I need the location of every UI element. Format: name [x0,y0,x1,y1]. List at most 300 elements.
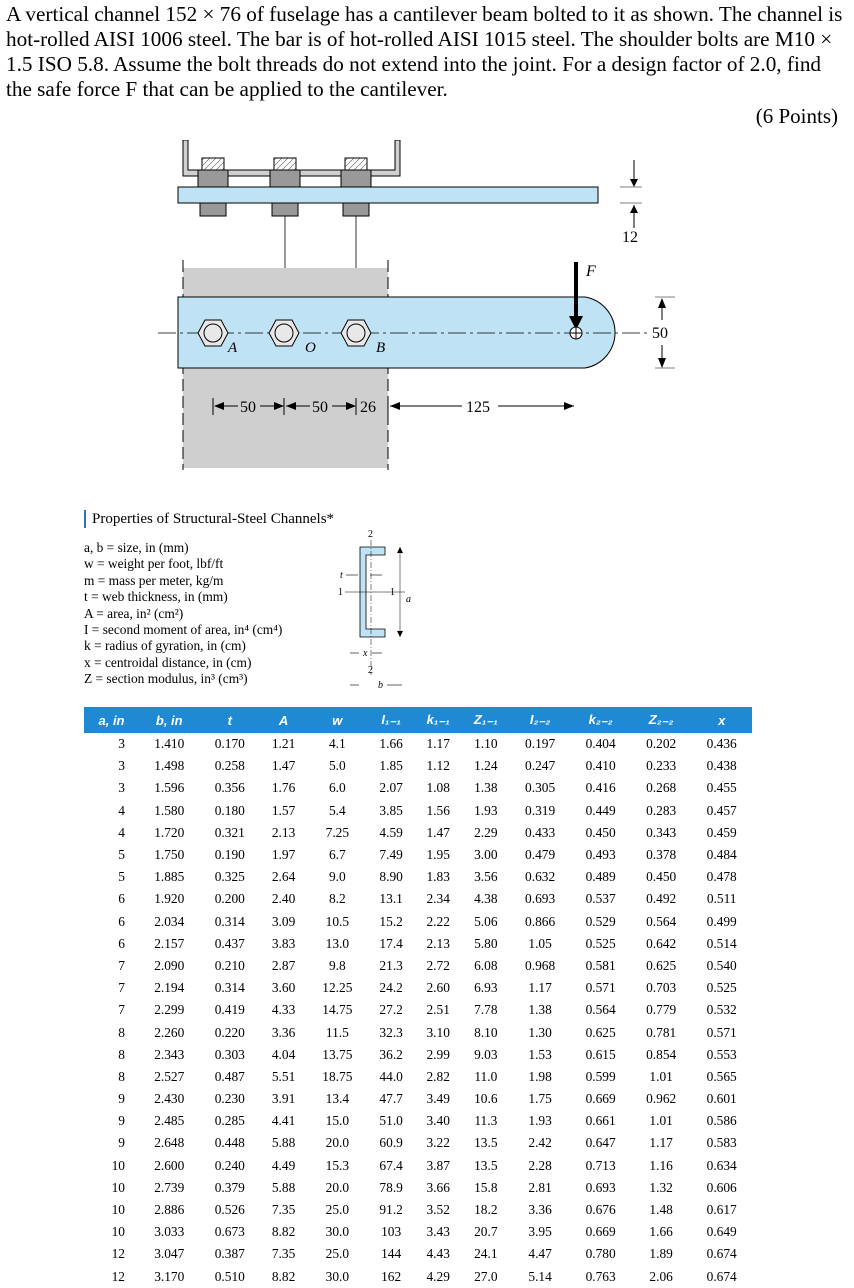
table-cell: 0.457 [706,802,737,818]
table-cell: 0.436 [706,736,737,752]
table-cell: 1.498 [154,758,185,774]
table-cell: 21.3 [379,957,403,973]
table-cell: 0.526 [214,1202,245,1218]
table-header-row [84,707,752,733]
table-cell: 2.72 [426,957,450,973]
table-cell: 0.450 [585,824,616,840]
table-cell: 8 [118,1024,125,1040]
table-cell: 30.0 [325,1268,350,1284]
table-cell: 2.81 [528,1179,552,1195]
table-cell: 0.647 [585,1135,616,1151]
table-cell: 3.00 [474,847,498,863]
table-cell: 14.75 [322,1002,353,1018]
table-cell: 0.606 [706,1179,737,1195]
legend-line: k = radius of gyration, in (cm) [84,638,246,654]
table-cell: 0.564 [585,1002,616,1018]
table-cell: 0.200 [214,891,245,907]
table-cell: 0.642 [646,935,677,951]
table-cell: 4.04 [271,1046,296,1062]
table-cell: 15.0 [325,1113,350,1129]
table-cell: 3 [118,736,125,752]
legend-line: t = web thickness, in (mm) [84,589,228,605]
table-cell: 7.49 [379,847,403,863]
table-cell: 0.416 [585,780,616,796]
table-cell: 1.83 [426,869,450,885]
table-cell: 0.962 [646,1091,677,1107]
dim-ao-label: 50 [240,399,256,416]
table-cell: 1.38 [474,780,498,796]
table-cell: 36.2 [379,1046,403,1062]
table-cell: 1.93 [474,802,498,818]
table-cell: 10 [111,1202,125,1218]
table-cell: 1.53 [528,1046,552,1062]
table-cell: 1.48 [649,1202,673,1218]
table-cell: 7.25 [325,824,350,840]
table-cell: 0.356 [214,780,245,796]
table-cell: 0.404 [585,736,616,752]
table-cell: 1.410 [154,736,185,752]
legend-line: a, b = size, in (mm) [84,540,189,555]
table-cell: 1.16 [649,1157,673,1173]
table-cell: 1.17 [649,1135,673,1151]
table-cell: 3.033 [154,1224,185,1240]
table-cell: 0.581 [585,957,616,973]
table-cell: 0.565 [706,1068,737,1084]
table-row [84,1066,752,1088]
table-cell: 2.648 [154,1135,185,1151]
table-cell: 78.9 [379,1179,403,1195]
column-header: k₁₋₁ [415,707,462,733]
table-cell: 0.478 [706,869,737,885]
table-cell: 0.713 [585,1157,616,1173]
table-cell: 2.60 [426,980,450,996]
table-cell: 7.35 [271,1202,296,1218]
table-cell: 8 [118,1068,125,1084]
table-cell: 0.532 [706,1002,737,1018]
table-cell: 0.230 [214,1091,245,1107]
table-cell: 0.247 [525,758,556,774]
table-cell: 103 [381,1224,402,1240]
table-row [84,1266,752,1288]
table-cell: 1.17 [528,980,552,996]
table-cell: 2.07 [379,780,403,796]
table-cell: 0.625 [585,1024,616,1040]
table-cell: 91.2 [379,1202,403,1218]
table-cell: 2.886 [154,1202,185,1218]
table-cell: 1.01 [649,1068,673,1084]
table-cell: 30.0 [325,1224,350,1240]
table-cell: 1.30 [528,1024,552,1040]
legend-line: Z = section modulus, in³ (cm³) [84,671,248,687]
table-cell: 0.449 [585,802,616,818]
table-cell: 5.06 [474,913,498,929]
bolt-a-label: A [228,340,238,356]
properties-title: Properties of Structural-Steel Channels* [84,510,334,528]
table-cell: 24.2 [379,980,403,996]
table-cell: 0.314 [214,980,245,996]
table-cell: 15.3 [325,1157,350,1173]
table-cell: 1.66 [649,1224,673,1240]
table-cell: 0.410 [585,758,616,774]
legend-line: A = area, in² (cm²) [84,605,184,621]
table-cell: 0.484 [706,847,737,863]
table-cell: 17.4 [379,935,403,951]
table-cell: 7 [118,1002,125,1018]
table-cell: 4 [118,824,125,840]
table-cell: 0.493 [585,847,616,863]
table-cell: 2.28 [528,1157,552,1173]
table-cell: 3.95 [528,1224,552,1240]
table-cell: 20.7 [474,1224,498,1240]
table-cell: 1.66 [379,736,403,752]
table-cell: 3.40 [426,1113,450,1129]
table-cell: 0.448 [214,1135,245,1151]
icon-b-label: b [378,680,383,691]
table-cell: 6.93 [474,980,498,996]
table-row [84,800,752,822]
table-cell: 2.527 [154,1068,185,1084]
table-cell: 2.82 [426,1068,450,1084]
table-cell: 0.511 [706,891,737,907]
table-cell: 5 [118,869,125,885]
table-cell: 1.57 [271,802,296,818]
table-cell: 1.98 [528,1068,552,1084]
channel-properties-table [84,707,752,1288]
properties-legend [84,540,282,688]
table-cell: 10.5 [325,913,350,929]
legend-line: m = mass per meter, kg/m [84,572,224,588]
table-cell: 12.25 [322,980,353,996]
table-cell: 2.260 [154,1024,185,1040]
table-cell: 4.38 [474,891,498,907]
table-cell: 3.36 [528,1202,552,1218]
bolt-b [341,320,371,346]
table-cell: 2.64 [271,869,296,885]
table-cell: 1.93 [528,1113,552,1129]
table-cell: 0.854 [646,1046,677,1062]
table-cell: 3.43 [426,1224,450,1240]
table-cell: 13.0 [325,935,350,951]
table-row [84,933,752,955]
table-cell: 3 [118,780,125,796]
table-row [84,755,752,777]
table-cell: 6.08 [474,957,498,973]
table-cell: 4 [118,802,125,818]
legend-line: I = second moment of area, in⁴ (cm⁴) [84,622,283,638]
channel-top-view [178,140,598,270]
table-cell: 0.303 [214,1046,245,1062]
table-cell: 7 [118,957,125,973]
table-cell: 2.29 [474,824,498,840]
table-cell: 2.40 [271,891,296,907]
bolt-o-label: O [305,340,316,356]
column-header: b, in [139,707,200,733]
table-cell: 0.433 [525,824,556,840]
table-cell: 3.170 [154,1268,185,1284]
table-cell: 0.514 [706,935,737,951]
table-cell: 5.51 [271,1068,296,1084]
table-cell: 3.87 [426,1157,450,1173]
table-cell: 0.459 [706,824,737,840]
table-cell: 1.32 [649,1179,673,1195]
table-cell: 11.5 [325,1024,349,1040]
table-cell: 8.90 [379,869,403,885]
table-cell: 0.492 [646,891,677,907]
table-cell: 2.299 [154,1002,185,1018]
table-cell: 1.47 [271,758,296,774]
table-cell: 3.10 [426,1024,450,1040]
table-cell: 1.95 [426,847,450,863]
table-cell: 8.82 [271,1224,296,1240]
table-row [84,1155,752,1177]
table-cell: 0.586 [706,1113,737,1129]
cantilever-figure [150,140,690,480]
icon-x-label: x [363,648,368,659]
table-cell: 51.0 [379,1113,403,1129]
table-cell: 18.75 [322,1068,353,1084]
table-cell: 5.0 [328,758,346,774]
table-cell: 7.35 [271,1246,296,1262]
table-cell: 2.485 [154,1113,185,1129]
table-cell: 0.170 [214,736,245,752]
table-cell: 3.60 [271,980,296,996]
table-cell: 0.258 [214,758,245,774]
table-cell: 1.97 [271,847,296,863]
table-cell: 0.669 [585,1224,616,1240]
icon-axis-1-right: 1 [390,587,395,598]
table-cell: 4.41 [271,1113,296,1129]
table-cell: 1.47 [426,824,450,840]
table-cell: 2.343 [154,1046,185,1062]
table-cell: 0.693 [585,1179,616,1195]
table-cell: 0.314 [214,913,245,929]
table-cell: 3.83 [271,935,296,951]
table-row [84,1221,752,1243]
table-cell: 12 [111,1268,125,1284]
table-row [84,1132,752,1154]
table-cell: 0.781 [646,1024,677,1040]
table-cell: 1.56 [426,802,450,818]
table-cell: 11.3 [474,1113,498,1129]
table-cell: 18.2 [474,1202,498,1218]
table-cell: 0.540 [706,957,737,973]
table-cell: 0.571 [585,980,616,996]
table-cell: 2.430 [154,1091,185,1107]
table-row [84,999,752,1021]
table-cell: 0.479 [525,847,556,863]
dim-span-label: 125 [466,399,490,416]
table-cell: 8.10 [474,1024,498,1040]
table-cell: 25.0 [325,1202,350,1218]
icon-axis-2-bottom: 2 [368,665,373,676]
table-row [84,977,752,999]
icon-axis-2-top: 2 [368,529,373,540]
table-cell: 144 [381,1246,402,1262]
table-cell: 10.6 [474,1091,498,1107]
table-cell: 3.85 [379,802,403,818]
table-cell: 0.564 [646,913,677,929]
table-cell: 2.194 [154,980,185,996]
table-cell: 3.49 [426,1091,450,1107]
table-cell: 11.0 [474,1068,498,1084]
table-cell: 0.379 [214,1179,245,1195]
table-cell: 24.1 [474,1246,498,1262]
table-cell: 2.51 [426,1002,450,1018]
table-cell: 3.56 [474,869,498,885]
table-cell: 4.33 [271,1002,296,1018]
table-cell: 13.5 [474,1135,498,1151]
table-cell: 2.13 [426,935,450,951]
table-cell: 15.2 [379,913,403,929]
table-cell: 9.8 [328,957,346,973]
bolt-top-1 [198,158,228,216]
table-cell: 27.0 [474,1268,498,1284]
table-row [84,1088,752,1110]
table-row [84,822,752,844]
table-cell: 13.75 [322,1046,353,1062]
table-cell: 1.720 [154,824,185,840]
dim-thickness-label: 12 [622,229,638,246]
table-cell: 0.240 [214,1157,245,1173]
table-cell: 0.673 [214,1224,245,1240]
table-cell: 0.190 [214,847,245,863]
table-cell: 1.75 [528,1091,552,1107]
table-cell: 20.0 [325,1135,350,1151]
table-cell: 1.12 [426,758,450,774]
table-cell: 0.661 [585,1113,616,1129]
table-cell: 1.24 [474,758,498,774]
problem-statement: A vertical channel 152 × 76 of fuselage has a cantilever beam bolted to it as shown. The channel is hot-rolled AISI 1006 steel. The bar is of hot-rolled AISI 1015 steel. The shoulder bolts are M10 × 1.5 ISO 5.8. Assume the bolt threads do not extend into the joint. For a design factor of 2.0, find the safe force F that can be applied to the cantilever. [6,2,843,101]
table-cell: 32.3 [379,1024,403,1040]
table-cell: 4.43 [426,1246,450,1262]
table-cell: 0.525 [706,980,737,996]
table-cell: 60.9 [379,1135,403,1151]
table-cell: 1.17 [426,736,450,752]
table-cell: 2.13 [271,824,296,840]
table-cell: 6 [118,913,125,929]
table-cell: 1.10 [474,736,498,752]
table-cell: 0.321 [214,824,245,840]
table-cell: 1.21 [271,736,296,752]
table-cell: 1.920 [154,891,185,907]
table-cell: 0.233 [646,758,677,774]
table-cell: 0.419 [214,1002,245,1018]
bolt-b-label: B [376,340,386,356]
table-cell: 1.89 [649,1246,673,1262]
table-cell: 2.42 [528,1135,552,1151]
table-cell: 5.14 [528,1268,552,1284]
table-cell: 3 [118,758,125,774]
table-cell: 0.285 [214,1113,245,1129]
icon-t-label: t [340,570,343,581]
table-cell: 0.325 [214,869,245,885]
column-header: A [260,707,307,733]
table-cell: 0.438 [706,758,737,774]
column-header: I₂₋₂ [510,707,571,733]
table-cell: 2.22 [426,913,450,929]
table-cell: 9 [118,1113,125,1129]
table-cell: 0.378 [646,847,677,863]
points-label: (6 Points) [755,104,838,128]
table-cell: 0.583 [706,1135,737,1151]
table-row [84,1177,752,1199]
table-cell: 0.283 [646,802,677,818]
table-cell: 0.693 [525,891,556,907]
table-cell: 3.047 [154,1246,185,1262]
column-header: Z₁₋₁ [462,707,510,733]
table-cell: 0.305 [525,780,556,796]
table-cell: 0.525 [585,935,616,951]
table-cell: 3.09 [271,913,296,929]
legend-line: x = centroidal distance, in (cm) [84,654,252,670]
table-cell: 15.8 [474,1179,498,1195]
column-header: k₂₋₂ [570,707,631,733]
table-cell: 5.88 [271,1135,296,1151]
table-cell: 4.59 [379,824,403,840]
table-cell: 3.66 [426,1179,450,1195]
table-cell: 4.29 [426,1268,450,1284]
table-cell: 12 [111,1246,125,1262]
table-cell: 2.739 [154,1179,185,1195]
table-cell: 5 [118,847,125,863]
table-cell: 9 [118,1091,125,1107]
table-cell: 0.617 [706,1202,737,1218]
table-row [84,1243,752,1265]
table-cell: 13.5 [474,1157,498,1173]
table-cell: 0.210 [214,957,245,973]
table-cell: 2.99 [426,1046,450,1062]
table-cell: 0.780 [585,1246,616,1262]
table-cell: 1.885 [154,869,185,885]
table-row [84,844,752,866]
table-cell: 4.47 [528,1246,552,1262]
legend-line: w = weight per foot, lbf/ft [84,556,224,572]
dim-thickness [620,160,642,246]
table-cell: 8 [118,1046,125,1062]
channel-section-icon [330,525,430,695]
table-cell: 7 [118,980,125,996]
table-cell: 20.0 [325,1179,350,1195]
column-header: a, in [84,707,139,733]
table-cell: 4.49 [271,1157,296,1173]
table-cell: 2.34 [426,891,450,907]
table-cell: 27.2 [379,1002,403,1018]
table-cell: 10 [111,1179,125,1195]
table-cell: 10 [111,1224,125,1240]
table-cell: 1.580 [154,802,185,818]
force-label: F [586,263,596,280]
table-row [84,733,752,755]
table-cell: 0.343 [646,824,677,840]
table-row [84,1021,752,1043]
dim-height-label: 50 [652,325,668,342]
table-cell: 2.157 [154,935,185,951]
table-cell: 5.88 [271,1179,296,1195]
table-cell: 0.669 [585,1091,616,1107]
table-cell: 0.487 [214,1068,245,1084]
table-cell: 0.437 [214,935,245,951]
table-cell: 47.7 [379,1091,403,1107]
table-cell: 0.649 [706,1224,737,1240]
table-cell: 1.85 [379,758,403,774]
table-row [84,1199,752,1221]
table-cell: 13.4 [325,1091,350,1107]
table-cell: 67.4 [379,1157,403,1173]
table-cell: 0.455 [706,780,737,796]
table-cell: 25.0 [325,1246,350,1262]
table-row [84,888,752,910]
table-cell: 0.615 [585,1046,616,1062]
